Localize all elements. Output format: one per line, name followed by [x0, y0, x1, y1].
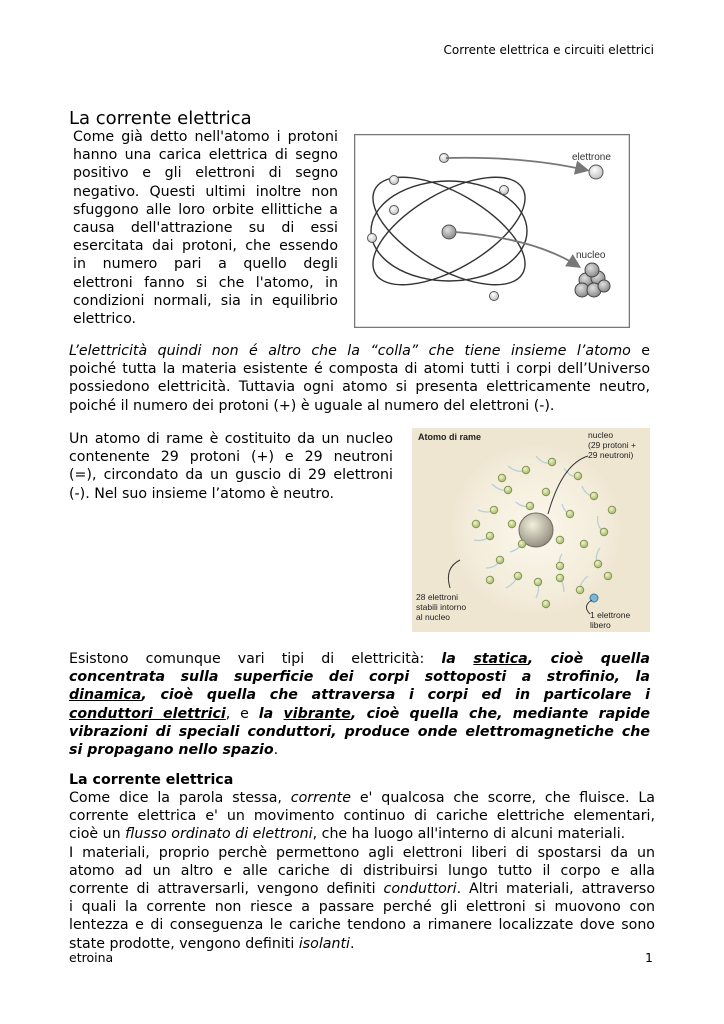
text-line: esercitata dai protoni, che essendo: [73, 238, 338, 255]
nucleus-label: nucleo: [576, 250, 606, 261]
text-fragment: corrente di attraversarli, vengono definiti: [69, 881, 384, 898]
copper-title: Atomo di rame: [418, 432, 482, 442]
label-line: al nucleo: [416, 612, 451, 622]
text-line: (-). Nel suo insieme l’atomo è neutro.: [69, 485, 335, 502]
label-line: 29 neutroni): [588, 450, 634, 460]
text-fragment: concentrata sulla superficie dei corpi sottoposti a strofinio: [69, 669, 615, 686]
text-fragment: vibrazioni di speciali conduttori, produce onde elettromagnetiche che: [69, 723, 650, 740]
section-heading: La corrente elettrica: [69, 108, 252, 129]
text-fragment: isolanti: [298, 935, 350, 952]
term-dinamica: dinamica: [69, 687, 142, 704]
copper-atom-diagram: [412, 428, 650, 632]
text-line: poiché tutta la materia esistente é composta di atomi tutti i corpi dell’Universo: [69, 361, 650, 378]
text-line: Come già detto nell'atomo i protoni: [73, 129, 338, 145]
copper-atom-paragraph: [69, 430, 393, 503]
label-line: 28 elettroni: [416, 592, 459, 602]
subsection-heading: La corrente elettrica: [69, 772, 234, 788]
text-line: I materiali, proprio perchè permettono agli elettroni liberi di spostarsi da un: [69, 844, 655, 861]
text-fragment: corrente: [290, 790, 351, 806]
text-fragment: e: [630, 343, 650, 359]
text-line: lentezza e di conseguenza le cariche tendono a rimanere localizzate dove sono: [69, 917, 655, 934]
text-line: contenente 29 protoni (+) e 29 neutroni: [69, 449, 393, 466]
term-conduttori: conduttori elettrici: [69, 705, 226, 722]
atom-diagram: [354, 134, 630, 328]
text-fragment: , cioè quella che attraversa i corpi ed in particolare i: [141, 687, 650, 704]
current-paragraph: [69, 789, 655, 953]
text-fragment: conduttori: [383, 881, 457, 898]
text-line: poiché il numero dei protoni (+) è uguale al numero del elettroni (-).: [69, 397, 555, 414]
text-line: in numero pari a quello degli: [73, 256, 338, 273]
text-fragment: flusso ordinato di elettroni: [125, 826, 313, 843]
term-vibrante: vibrante: [283, 705, 351, 722]
text-fragment: . Altri materiali, attraverso: [456, 881, 655, 898]
term-statica: statica: [473, 651, 528, 667]
page-number: 1: [645, 950, 653, 965]
label-line: nucleo: [588, 430, 614, 440]
text-line: hanno una carica elettrica di segno: [73, 147, 338, 164]
footer-author: etroina: [69, 950, 114, 965]
text-line: elettrico.: [73, 311, 137, 328]
text-line: condizioni normali, sia in equilibrio: [73, 292, 338, 309]
text-fragment: .: [273, 742, 279, 759]
text-fragment: e' qualcosa che scorre, che fluisce. La: [350, 790, 655, 806]
text-line: negativo. Questi ultimi inoltre non: [73, 183, 338, 200]
label-line: (29 protoni +: [588, 440, 636, 450]
text-line: atomo ad un altro e alle cariche di distribuirsi lungo tutto il corpo e alla: [69, 862, 655, 879]
electron-label: elettrone: [572, 152, 611, 163]
running-header: Corrente elettrica e circuiti elettrici: [443, 43, 654, 57]
text-line: possiedono elettricità. Tuttavia ogni atomo si presenta elettricamente neutro,: [69, 379, 650, 396]
text-line: Un atomo di rame è costituito da un nucleo: [69, 431, 393, 447]
text-fragment: si propagano nello spazio: [69, 742, 274, 759]
text-fragment: cioè un: [69, 826, 126, 843]
electron-callout: [589, 165, 603, 179]
label-line: 1 elettrone: [590, 610, 631, 620]
text-line: elettroni fanno si che l'atomo, in: [73, 274, 338, 291]
text-line: sfuggono alle loro orbite ellittiche a: [73, 201, 338, 218]
text-line: corrente elettrica e' un movimento continuo di cariche elettriche elementari,: [69, 808, 655, 825]
label-line: libero: [590, 620, 611, 630]
italic-phrase: L’elettricità quindi non é altro che la “colla” che tiene insieme l’atomo: [69, 343, 631, 359]
text-line: i quali la corrente non riesce a passare perché gli elettroni si muovono con: [69, 899, 655, 916]
types-paragraph: [69, 650, 650, 759]
electricity-paragraph: [69, 342, 650, 415]
label-line: stabili intorno: [416, 602, 467, 612]
text-fragment: , cioè quella: [527, 651, 650, 667]
text-fragment: , e: [225, 705, 259, 722]
nucleus-dot: [442, 225, 456, 239]
text-line: positivo e gli elettroni di segno: [73, 165, 338, 182]
text-fragment: .: [349, 935, 355, 952]
text-fragment: , la: [614, 669, 650, 686]
text-fragment: state prodotte, vengono definiti: [69, 935, 299, 952]
text-fragment: la: [441, 651, 474, 667]
text-fragment: la: [258, 705, 284, 722]
text-line: causa dell'attrazione su di essi: [73, 220, 338, 237]
text-fragment: , che ha luogo all'interno di alcuni materiali.: [312, 826, 626, 843]
text-fragment: Come dice la parola stessa,: [69, 790, 291, 806]
text-line: (=), circondato da un guscio di 29 elettroni: [69, 467, 393, 484]
text-fragment: , cioè quella che, mediante rapide: [350, 705, 650, 722]
text-fragment: Esistono comunque vari tipi di elettricità:: [69, 651, 442, 667]
intro-paragraph: [73, 128, 338, 328]
